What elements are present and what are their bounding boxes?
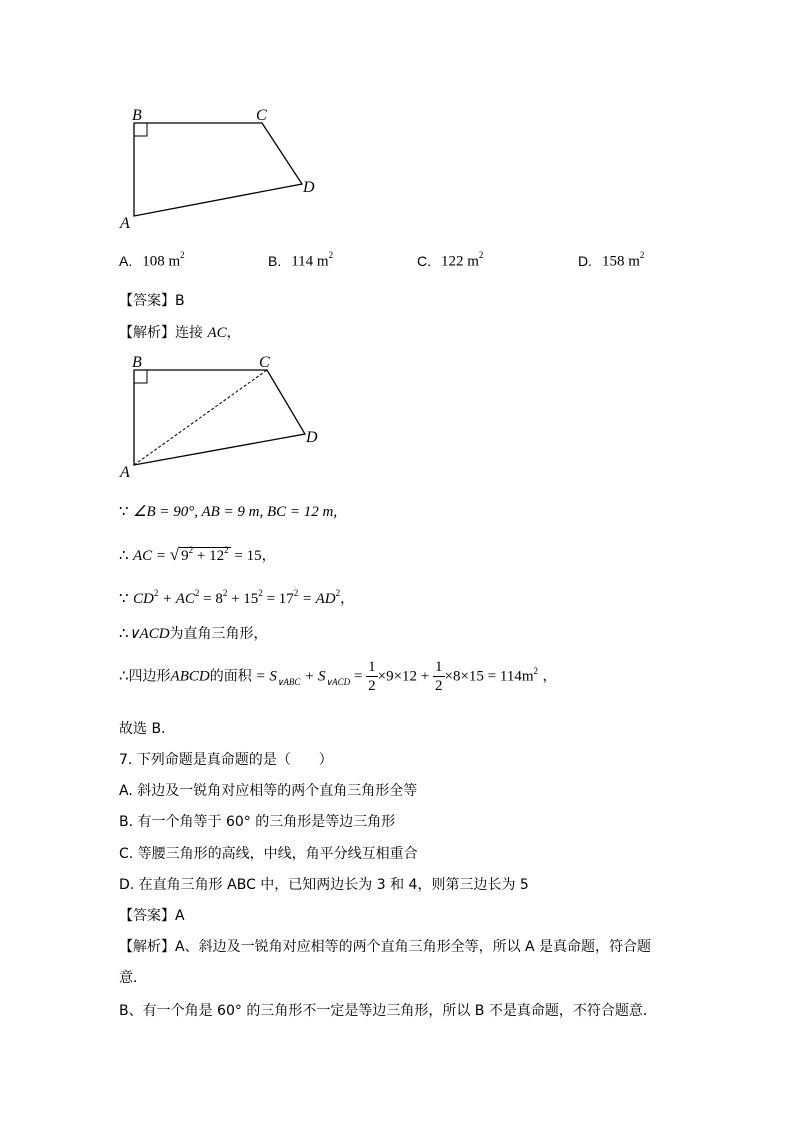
label-a: A (120, 215, 130, 232)
quadrilateral-figure-1 (110, 100, 330, 235)
label-d: D (303, 179, 315, 196)
label-c: C (259, 354, 270, 371)
label-c: C (256, 107, 267, 124)
step-1: ∵ ∠B = 90°, AB = 9 m, BC = 12 m, (119, 504, 338, 520)
answer-line: 【答案】B (119, 293, 185, 309)
q7-option-b: B. 有一个角等于 60° 的三角形是等边三角形 (119, 814, 396, 830)
step-3: ∵ $CD^2 + AC^2 = 8^2 + 15^2 = 17^2 = AD^2$， (119, 588, 355, 607)
option-c: C. 122 $m^2$ (417, 250, 484, 270)
q7-option-c: C. 等腰三角形的高线，中线，角平分线互相重合 (119, 846, 418, 862)
question-7-stem: 7. 下列命题是真命题的是（ ） (119, 752, 333, 768)
quad-outline (134, 123, 302, 216)
analysis-intro: 【解析】连接 AC， (119, 325, 241, 341)
analysis-7-line-2: 意． (119, 970, 147, 986)
fraction-half: $\frac{1}{2}$ (435, 659, 443, 694)
answer-7-line: 【答案】A (119, 908, 185, 924)
right-angle-marker (134, 370, 147, 383)
option-a: A. 108 $m^2$ (119, 250, 185, 270)
q7-option-d: D. 在直角三角形 ABC 中，已知两边长为 3 和 4，则第三边长为 5 (119, 877, 529, 893)
analysis-7-line-3: B、有一个角是 60° 的三角形不一定是等边三角形，所以 B 不是真命题，不符合题意． (119, 1003, 657, 1019)
label-a: A (120, 464, 130, 481)
label-d: D (306, 429, 318, 446)
quad-outline (134, 370, 305, 465)
label-b: B (132, 354, 142, 371)
diagonal-ac (134, 370, 267, 465)
step-5: ∴四边形ABCD的面积 = $S_{\vee ABC} + S_{\vee ACD}$ = $\frac{1}{2}$ ×9×12 + $\frac{1}{2}$ $\times 8\times 15 = 114m^2$ ， (119, 659, 557, 694)
q7-option-a: A. 斜边及一锐角对应相等的两个直角三角形全等 (119, 783, 418, 799)
fraction-half: $\frac{1}{2}$ (368, 659, 376, 694)
option-b: B. 114 $m^2$ (268, 250, 334, 270)
analysis-7-line-1: 【解析】A、斜边及一锐角对应相等的两个直角三角形全等，所以 A 是真命题，符合题 (119, 939, 652, 955)
quadrilateral-figure-2 (110, 347, 330, 482)
step-4: ∴∨ACD为直角三角形， (119, 626, 268, 642)
label-b: B (132, 107, 142, 124)
step-2: ∴ AC = √ $9^2 + 12^2 = 15$， (119, 545, 276, 564)
right-angle-marker (134, 123, 147, 136)
option-d: D. 158 $m^2$ (578, 250, 645, 270)
conclusion: 故选 B． (119, 721, 176, 737)
